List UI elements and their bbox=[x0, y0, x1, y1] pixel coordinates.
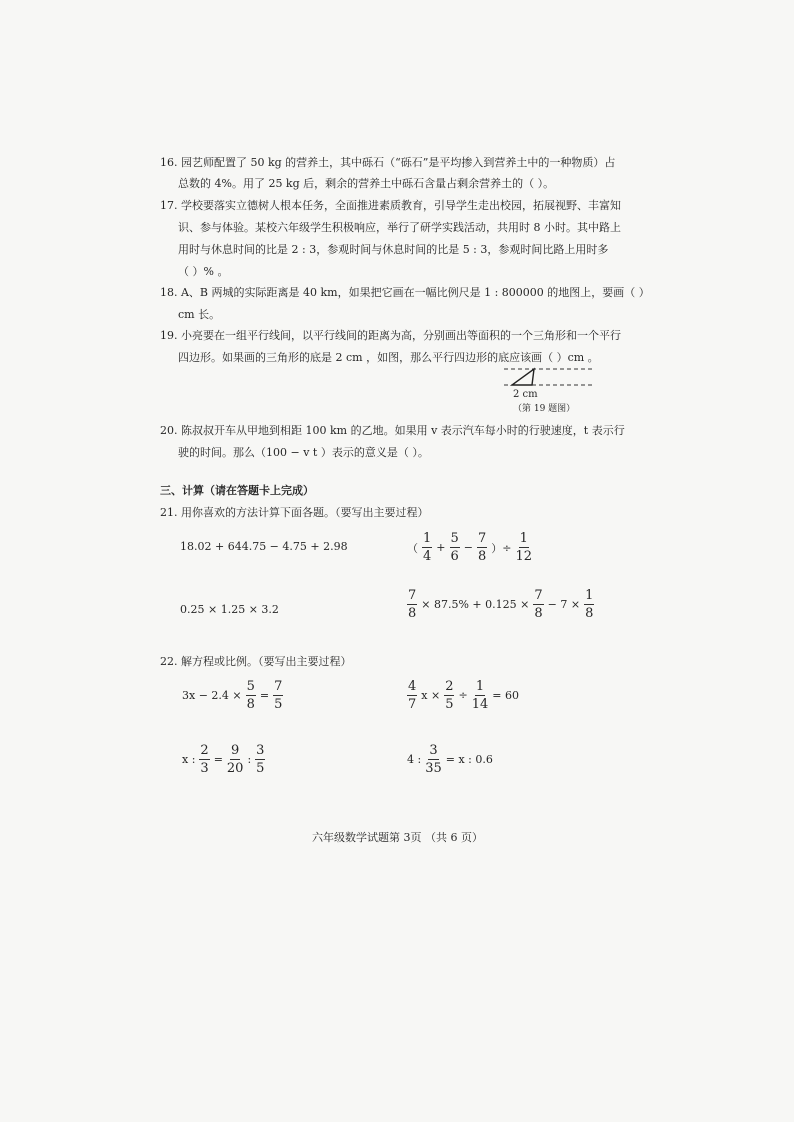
q17-line3: 用时与休息时间的比是 2 : 3，参观时间与休息时间的比是 5 : 3，参观时间比路上用时多 bbox=[178, 243, 609, 256]
q21-e2-fraction-1: $\frac{1}{4}$ bbox=[423, 531, 432, 564]
q22-e2-x: x × bbox=[421, 689, 441, 702]
q20-line1: 20. 陈叔叔开车从甲地到相距 100 km 的乙地。如果用 v 表示汽车每小时的行驶速度，t 表示行 bbox=[160, 424, 625, 437]
q22-expression-1 bbox=[180, 680, 285, 711]
q19-line2: 四边形。如果画的三角形的底是 2 cm ，如图，那么平行四边形的底应该画（ ）cm 。 bbox=[178, 351, 599, 364]
q17-line2: 识、参与体验。某校六年级学生积极响应，举行了研学实践活动，共用时 8 小时。其中路上 bbox=[178, 221, 621, 234]
q18-line2: cm 长。 bbox=[178, 308, 221, 321]
q22-title: 22. 解方程或比例。（要写出主要过程） bbox=[160, 655, 352, 668]
q22-e2-fraction-1: $\frac{4}{7}$ bbox=[408, 679, 417, 712]
q20-line2: 驶的时间。那么（100 − v t ）表示的意义是（ ）。 bbox=[178, 446, 429, 459]
q18-line1: 18. A、B 两城的实际距离是 40 km，如果把它画在一幅比例尺是 1 : 800000 的地图上，要画（ ） bbox=[160, 286, 650, 299]
q21-e4-fraction-3: $\frac{1}{8}$ bbox=[585, 588, 594, 621]
q22-e4-fraction-1: $\frac{3}{35}$ bbox=[425, 743, 442, 776]
q21-e2-fraction-2: $\frac{5}{6}$ bbox=[450, 531, 459, 564]
q22-e3-x: x : bbox=[182, 753, 196, 766]
q21-e4-fraction-1: $\frac{7}{8}$ bbox=[408, 588, 417, 621]
q22-e2-fraction-2: $\frac{2}{5}$ bbox=[445, 679, 454, 712]
q22-expression-3 bbox=[180, 744, 267, 775]
q22-e2-divide: ÷ bbox=[458, 689, 468, 702]
q21-e4-middle: × 87.5% + 0.125 × bbox=[421, 598, 530, 611]
q21-e2-fraction-3: $\frac{7}{8}$ bbox=[478, 531, 487, 564]
q22-e4-suffix: = x : 0.6 bbox=[445, 753, 493, 766]
q22-e4-prefix: 4 : bbox=[407, 753, 422, 766]
q21-title: 21. 用你喜欢的方法计算下面各题。（要写出主要过程） bbox=[160, 506, 429, 519]
q22-e1-prefix: 3x − 2.4 × bbox=[182, 689, 242, 702]
q22-e2-fraction-3: $\frac{1}{14}$ bbox=[471, 679, 489, 712]
q21-expression-4 bbox=[405, 589, 596, 620]
q21-e4-fraction-2: $\frac{7}{8}$ bbox=[534, 588, 543, 621]
q22-e1-fraction-1: $\frac{5}{8}$ bbox=[246, 679, 255, 712]
q19-figure-label: 2 cm bbox=[513, 389, 538, 400]
q19-line1: 19. 小亮要在一组平行线间，以平行线间的距离为高，分别画出等面积的一个三角形和一个平行 bbox=[160, 329, 621, 342]
q17-line1: 17. 学校要落实立德树人根本任务，全面推进素质教育，引导学生走出校园，拓展视野、丰富知 bbox=[160, 199, 621, 212]
q17-line4: （ ）% 。 bbox=[178, 265, 229, 278]
q22-expression-4 bbox=[405, 744, 495, 775]
q19-figure-caption: （第 19 题图） bbox=[513, 404, 576, 414]
q22-e1-fraction-2: $\frac{7}{5}$ bbox=[274, 679, 283, 712]
q22-e3-colon: : bbox=[247, 753, 252, 766]
q21-e2-op-2: − bbox=[463, 541, 473, 554]
q21-e1-text: 18.02 + 644.75 − 4.75 + 2.98 bbox=[180, 540, 348, 553]
q22-e2-equals: = 60 bbox=[492, 689, 519, 702]
q21-e2-op-1: + bbox=[436, 541, 446, 554]
q21-expression-2 bbox=[405, 532, 534, 563]
q22-e3-equals: = bbox=[213, 753, 223, 766]
q21-expression-3 bbox=[180, 603, 279, 616]
q21-e2-fraction-4: $\frac{1}{12}$ bbox=[515, 531, 533, 564]
q22-e3-fraction-3: $\frac{3}{5}$ bbox=[256, 743, 265, 776]
q21-expression-1 bbox=[180, 540, 348, 553]
q22-e1-equals: = bbox=[259, 689, 270, 702]
q16-line1: 16. 园艺师配置了 50 kg 的营养土，其中砾石（“砾石”是平均掺入到营养土中的一种物质）占 bbox=[160, 156, 616, 169]
q21-e4-op: − 7 × bbox=[547, 598, 581, 611]
q16-line2: 总数的 4%。用了 25 kg 后，剩余的营养土中砾石含量占剩余营养土的（ ）。 bbox=[178, 177, 555, 190]
q22-e3-fraction-2: $\frac{9}{20}$ bbox=[226, 743, 244, 776]
section-3-title: 三、计算（请在答题卡上完成） bbox=[160, 484, 314, 497]
q21-e2-close: ）÷ bbox=[491, 541, 512, 555]
q21-e2-open: （ bbox=[407, 541, 418, 555]
q22-e3-fraction-1: $\frac{2}{3}$ bbox=[200, 743, 209, 776]
q22-expression-2 bbox=[405, 680, 521, 711]
q21-e3-text: 0.25 × 1.25 × 3.2 bbox=[180, 603, 279, 616]
page-footer: 六年级数学试题第 3页 （共 6 页） bbox=[312, 831, 483, 844]
